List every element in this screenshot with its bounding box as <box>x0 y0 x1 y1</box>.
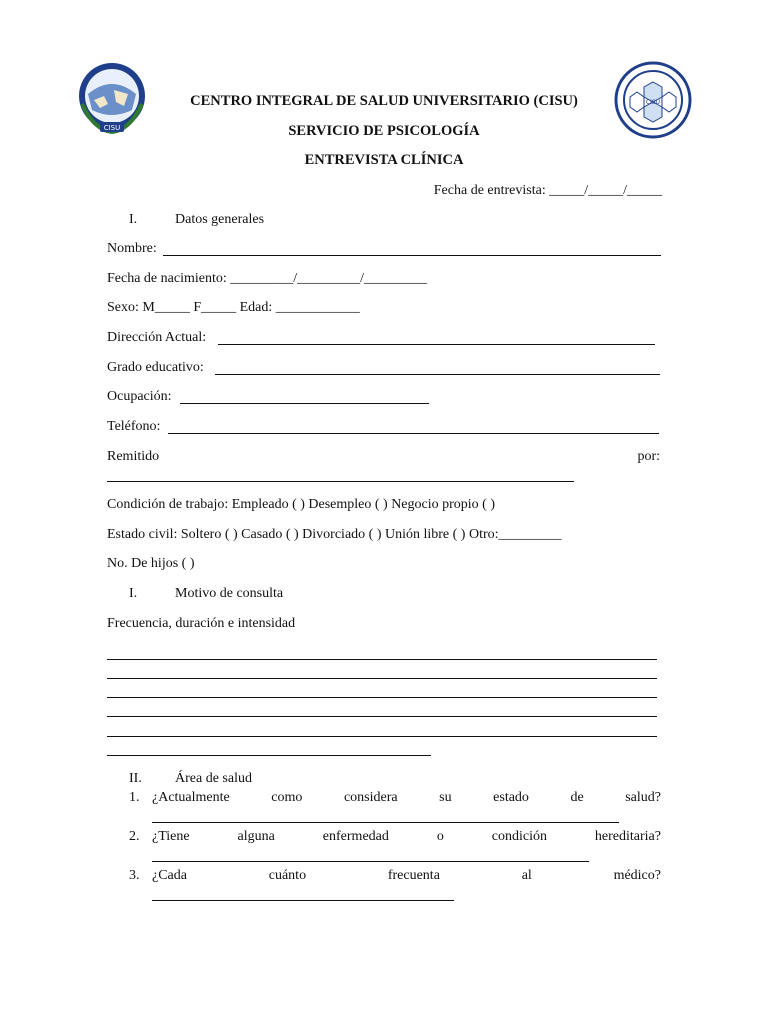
service-title: SERVICIO DE PSICOLOGÍA <box>288 123 480 139</box>
question-3-answer[interactable] <box>152 900 454 901</box>
svg-text:CISU: CISU <box>103 124 121 132</box>
address-field[interactable] <box>218 344 655 345</box>
center-title: CENTRO INTEGRAL DE SALUD UNIVERSITARIO (CISU) <box>190 93 578 109</box>
question-2-text: ¿Tiene alguna enfermedad o condición hereditaria? <box>152 829 661 844</box>
section-3-numeral: II. <box>129 771 142 786</box>
section-2-title: Motivo de consulta <box>175 586 284 601</box>
birth-date-field[interactable]: Fecha de nacimiento: _________/_________/_________ <box>107 271 428 286</box>
phone-label: Teléfono: <box>107 419 161 434</box>
sex-age-field[interactable]: Sexo: M_____ F_____ Edad: ____________ <box>107 300 360 315</box>
section-1-title: Datos generales <box>175 212 265 227</box>
question-2-number: 2. <box>129 829 140 844</box>
question-2-answer[interactable] <box>152 861 589 862</box>
consult-line[interactable] <box>107 678 657 679</box>
phone-field[interactable] <box>168 433 659 434</box>
occupation-label: Ocupación: <box>107 389 172 404</box>
question-1-number: 1. <box>129 790 140 805</box>
section-1-numeral: I. <box>129 212 138 227</box>
work-condition-field[interactable]: Condición de trabajo: Empleado ( ) Desempleo ( ) Negocio propio ( ) <box>107 497 495 512</box>
section-2-numeral: I. <box>129 586 138 601</box>
civil-status-field[interactable]: Estado civil: Soltero ( ) Casado ( ) Divorciado ( ) Unión libre ( ) Otro:_________ <box>107 527 562 542</box>
section-3-title: Área de salud <box>175 771 252 786</box>
referred-by-label: por: <box>637 449 660 464</box>
question-1-text: ¿Actualmente como considera su estado de salud? <box>152 790 661 805</box>
consult-subheading: Frecuencia, duración e intensidad <box>107 616 296 631</box>
education-field[interactable] <box>215 374 660 375</box>
consult-line[interactable] <box>107 736 657 737</box>
question-3-number: 3. <box>129 868 140 883</box>
referred-label: Remitido <box>107 449 160 464</box>
consult-line[interactable] <box>107 659 657 660</box>
consult-line[interactable] <box>107 716 657 717</box>
education-label: Grado educativo: <box>107 360 204 375</box>
children-field[interactable]: No. De hijos ( ) <box>107 556 195 571</box>
name-field[interactable] <box>163 255 661 256</box>
svg-text:CISU: CISU <box>645 99 661 106</box>
referred-field[interactable] <box>107 481 574 482</box>
address-label: Dirección Actual: <box>107 330 207 345</box>
form-title: ENTREVISTA CLÍNICA <box>304 152 464 168</box>
question-3-text: ¿Cada cuánto frecuenta al médico? <box>152 868 661 883</box>
occupation-field[interactable] <box>180 403 429 404</box>
name-label: Nombre: <box>107 241 157 256</box>
consult-line[interactable] <box>107 755 431 756</box>
consult-line[interactable] <box>107 697 657 698</box>
interview-date-field[interactable]: Fecha de entrevista: _____/_____/_____ <box>433 183 662 198</box>
question-1-answer[interactable] <box>152 822 619 823</box>
